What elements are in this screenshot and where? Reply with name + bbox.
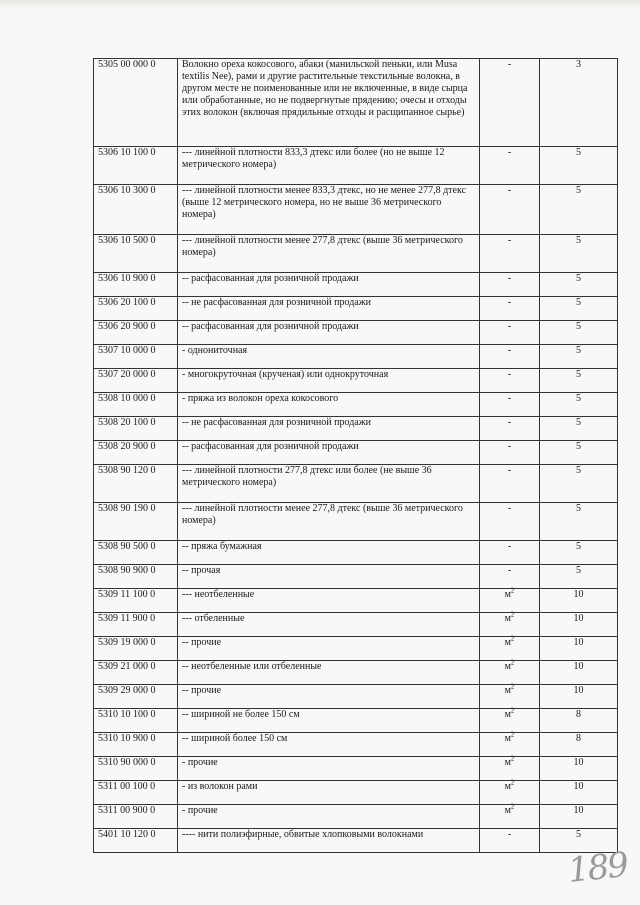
tnved-code-cell: 5306 20 900 0 bbox=[94, 321, 178, 345]
table-row bbox=[94, 345, 618, 369]
unit-cell bbox=[480, 586, 540, 613]
unit-cell bbox=[480, 441, 540, 465]
rate-cell: 5 bbox=[540, 321, 618, 345]
table-row bbox=[94, 465, 618, 503]
rate-cell: 3 bbox=[540, 59, 618, 147]
unit-value: м bbox=[504, 733, 511, 744]
unit-superscript: 2 bbox=[510, 730, 515, 739]
description-cell: --- линейной плотности 277,8 дтекс или более (не выше 36 метрического номера) bbox=[178, 465, 480, 503]
table-row bbox=[94, 829, 618, 853]
unit-value: - bbox=[507, 345, 512, 356]
table-row bbox=[94, 185, 618, 235]
unit-value: - bbox=[507, 465, 512, 476]
unit-value: - bbox=[507, 565, 512, 576]
unit-cell bbox=[480, 59, 540, 147]
tnved-code-cell: 5308 10 000 0 bbox=[94, 393, 178, 417]
rate-cell: 10 bbox=[540, 685, 618, 709]
unit-superscript: 2 bbox=[510, 658, 515, 667]
unit-cell bbox=[480, 634, 540, 661]
tnved-code-cell: 5310 90 000 0 bbox=[94, 757, 178, 781]
unit-superscript: 2 bbox=[510, 682, 515, 691]
unit-value: - bbox=[507, 321, 512, 332]
tnved-code-cell: 5307 20 000 0 bbox=[94, 369, 178, 393]
unit-value: - bbox=[507, 147, 512, 158]
unit-superscript: 2 bbox=[510, 634, 515, 643]
unit-cell bbox=[480, 802, 540, 829]
tnved-code-cell: 5309 29 000 0 bbox=[94, 685, 178, 709]
unit-cell bbox=[480, 503, 540, 541]
unit-cell bbox=[480, 829, 540, 853]
table-row bbox=[94, 661, 618, 685]
unit-value: м bbox=[504, 709, 511, 720]
table-row bbox=[94, 235, 618, 273]
table-row bbox=[94, 757, 618, 781]
unit-cell bbox=[480, 147, 540, 185]
description-cell: -- пряжа бумажная bbox=[178, 541, 480, 565]
tnved-code-cell: 5306 20 100 0 bbox=[94, 297, 178, 321]
table-row bbox=[94, 503, 618, 541]
description-cell: - прочие bbox=[178, 757, 480, 781]
description-cell: -- расфасованная для розничной продажи bbox=[178, 273, 480, 297]
table-row bbox=[94, 441, 618, 465]
unit-value: - bbox=[507, 235, 512, 246]
description-cell: --- неотбеленные bbox=[178, 589, 480, 613]
unit-cell bbox=[480, 465, 540, 503]
unit-cell bbox=[480, 754, 540, 781]
rate-cell: 5 bbox=[540, 465, 618, 503]
unit-superscript: 2 bbox=[510, 778, 515, 787]
tariff-table-body bbox=[94, 59, 618, 853]
rate-cell: 10 bbox=[540, 757, 618, 781]
table-row bbox=[94, 369, 618, 393]
description-cell: ---- нити полиэфирные, обвитые хлопковыми волокнами bbox=[178, 829, 480, 853]
tariff-table bbox=[93, 58, 618, 853]
tnved-code-cell: 5309 21 000 0 bbox=[94, 661, 178, 685]
table-row bbox=[94, 417, 618, 441]
unit-value: - bbox=[507, 541, 512, 552]
rate-cell: 5 bbox=[540, 369, 618, 393]
table-row bbox=[94, 613, 618, 637]
description-cell: - из волокон рами bbox=[178, 781, 480, 805]
unit-cell bbox=[480, 235, 540, 273]
unit-superscript: 2 bbox=[510, 706, 515, 715]
rate-cell: 5 bbox=[540, 441, 618, 465]
table-row bbox=[94, 541, 618, 565]
rate-cell: 5 bbox=[540, 235, 618, 273]
tnved-code-cell: 5309 11 100 0 bbox=[94, 589, 178, 613]
description-cell: -- шириной более 150 см bbox=[178, 733, 480, 757]
description-cell: - пряжа из волокон ореха кокосового bbox=[178, 393, 480, 417]
table-row bbox=[94, 297, 618, 321]
unit-cell bbox=[480, 297, 540, 321]
rate-cell: 8 bbox=[540, 733, 618, 757]
unit-superscript: 2 bbox=[510, 754, 515, 763]
description-cell: -- прочие bbox=[178, 685, 480, 709]
table-row bbox=[94, 273, 618, 297]
description-cell: -- неотбеленные или отбеленные bbox=[178, 661, 480, 685]
unit-value: - bbox=[507, 273, 512, 284]
unit-superscript: 2 bbox=[510, 802, 515, 811]
table-row bbox=[94, 709, 618, 733]
table-row bbox=[94, 393, 618, 417]
unit-cell bbox=[480, 610, 540, 637]
unit-value: - bbox=[507, 185, 512, 196]
description-cell: -- прочая bbox=[178, 565, 480, 589]
unit-cell bbox=[480, 345, 540, 369]
unit-value: м bbox=[504, 805, 511, 816]
description-cell: -- расфасованная для розничной продажи bbox=[178, 321, 480, 345]
tnved-code-cell: 5308 90 190 0 bbox=[94, 503, 178, 541]
tnved-code-cell: 5309 11 900 0 bbox=[94, 613, 178, 637]
rate-cell: 5 bbox=[540, 345, 618, 369]
rate-cell: 5 bbox=[540, 565, 618, 589]
table-row bbox=[94, 637, 618, 661]
scan-edge bbox=[0, 0, 640, 8]
unit-value: м bbox=[504, 685, 511, 696]
unit-value: м bbox=[504, 661, 511, 672]
rate-cell: 8 bbox=[540, 709, 618, 733]
tnved-code-cell: 5308 90 500 0 bbox=[94, 541, 178, 565]
table-row bbox=[94, 565, 618, 589]
table-row bbox=[94, 147, 618, 185]
description-cell: --- отбеленные bbox=[178, 613, 480, 637]
rate-cell: 5 bbox=[540, 393, 618, 417]
description-cell: Волокно ореха кокосового, абаки (манильской пеньки, или Musa textilis Nee), рами и другие растительные текстильные волокна, в другом месте не поименованные или не включенные, в виде сырца или обработанные, но не подвергнутые прядению; очесы и отходы этих волокон (включая прядильные отходы и расщипанное сырье) bbox=[178, 59, 480, 147]
rate-cell: 10 bbox=[540, 613, 618, 637]
rate-cell: 10 bbox=[540, 781, 618, 805]
tnved-code-cell: 5310 10 100 0 bbox=[94, 709, 178, 733]
tnved-code-cell: 5308 90 900 0 bbox=[94, 565, 178, 589]
rate-cell: 10 bbox=[540, 805, 618, 829]
tnved-code-cell: 5309 19 000 0 bbox=[94, 637, 178, 661]
unit-cell bbox=[480, 778, 540, 805]
unit-cell bbox=[480, 185, 540, 235]
unit-superscript: 2 bbox=[510, 610, 515, 619]
unit-cell bbox=[480, 321, 540, 345]
unit-value: - bbox=[507, 417, 512, 428]
table-row bbox=[94, 781, 618, 805]
rate-cell: 5 bbox=[540, 185, 618, 235]
unit-value: - bbox=[507, 369, 512, 380]
description-cell: --- линейной плотности менее 833,3 дтекс, но не менее 277,8 дтекс (выше 12 метрического номера, но не выше 36 метрического номера) bbox=[178, 185, 480, 235]
rate-cell: 5 bbox=[540, 297, 618, 321]
tnved-code-cell: 5401 10 120 0 bbox=[94, 829, 178, 853]
tnved-code-cell: 5308 20 900 0 bbox=[94, 441, 178, 465]
description-cell: -- расфасованная для розничной продажи bbox=[178, 441, 480, 465]
table-row bbox=[94, 685, 618, 709]
description-cell: - однониточная bbox=[178, 345, 480, 369]
unit-value: - bbox=[507, 59, 512, 70]
unit-cell bbox=[480, 541, 540, 565]
rate-cell: 5 bbox=[540, 503, 618, 541]
rate-cell: 5 bbox=[540, 541, 618, 565]
table-row bbox=[94, 589, 618, 613]
unit-value: - bbox=[507, 441, 512, 452]
description-cell: -- не расфасованная для розничной продажи bbox=[178, 417, 480, 441]
unit-value: - bbox=[507, 829, 512, 840]
tnved-code-cell: 5306 10 500 0 bbox=[94, 235, 178, 273]
unit-cell bbox=[480, 369, 540, 393]
rate-cell: 10 bbox=[540, 661, 618, 685]
unit-cell bbox=[480, 417, 540, 441]
rate-cell: 5 bbox=[540, 147, 618, 185]
description-cell: - прочие bbox=[178, 805, 480, 829]
unit-value: м bbox=[504, 613, 511, 624]
description-cell: -- прочие bbox=[178, 637, 480, 661]
tnved-code-cell: 5307 10 000 0 bbox=[94, 345, 178, 369]
table-row bbox=[94, 59, 618, 147]
tnved-code-cell: 5305 00 000 0 bbox=[94, 59, 178, 147]
unit-value: м bbox=[504, 589, 511, 600]
table-row bbox=[94, 733, 618, 757]
tnved-code-cell: 5310 10 900 0 bbox=[94, 733, 178, 757]
tnved-code-cell: 5306 10 900 0 bbox=[94, 273, 178, 297]
unit-cell bbox=[480, 393, 540, 417]
tnved-code-cell: 5308 20 100 0 bbox=[94, 417, 178, 441]
unit-cell bbox=[480, 682, 540, 709]
tnved-code-cell: 5311 00 100 0 bbox=[94, 781, 178, 805]
rate-cell: 5 bbox=[540, 273, 618, 297]
description-cell: -- шириной не более 150 см bbox=[178, 709, 480, 733]
unit-value: м bbox=[504, 781, 511, 792]
rate-cell: 10 bbox=[540, 589, 618, 613]
table-row bbox=[94, 805, 618, 829]
table-row bbox=[94, 321, 618, 345]
tnved-code-cell: 5308 90 120 0 bbox=[94, 465, 178, 503]
unit-cell bbox=[480, 658, 540, 685]
rate-cell: 5 bbox=[540, 417, 618, 441]
description-cell: - многокруточная (крученая) или однокруточная bbox=[178, 369, 480, 393]
unit-superscript: 2 bbox=[510, 586, 515, 595]
rate-cell: 5 bbox=[540, 829, 618, 853]
tnved-code-cell: 5306 10 100 0 bbox=[94, 147, 178, 185]
tnved-code-cell: 5311 00 900 0 bbox=[94, 805, 178, 829]
description-cell: --- линейной плотности менее 277,8 дтекс (выше 36 метрического номера) bbox=[178, 235, 480, 273]
unit-value: - bbox=[507, 503, 512, 514]
unit-cell bbox=[480, 565, 540, 589]
unit-value: м bbox=[504, 757, 511, 768]
description-cell: --- линейной плотности менее 277,8 дтекс (выше 36 метрического номера) bbox=[178, 503, 480, 541]
unit-cell bbox=[480, 706, 540, 733]
tnved-code-cell: 5306 10 300 0 bbox=[94, 185, 178, 235]
unit-cell bbox=[480, 273, 540, 297]
rate-cell: 10 bbox=[540, 637, 618, 661]
description-cell: -- не расфасованная для розничной продажи bbox=[178, 297, 480, 321]
unit-cell bbox=[480, 730, 540, 757]
unit-value: - bbox=[507, 297, 512, 308]
unit-value: м bbox=[504, 637, 511, 648]
description-cell: --- линейной плотности 833,3 дтекс или более (но не выше 12 метрического номера) bbox=[178, 147, 480, 185]
handwritten-page-number: 189 bbox=[566, 845, 629, 891]
unit-value: - bbox=[507, 393, 512, 404]
